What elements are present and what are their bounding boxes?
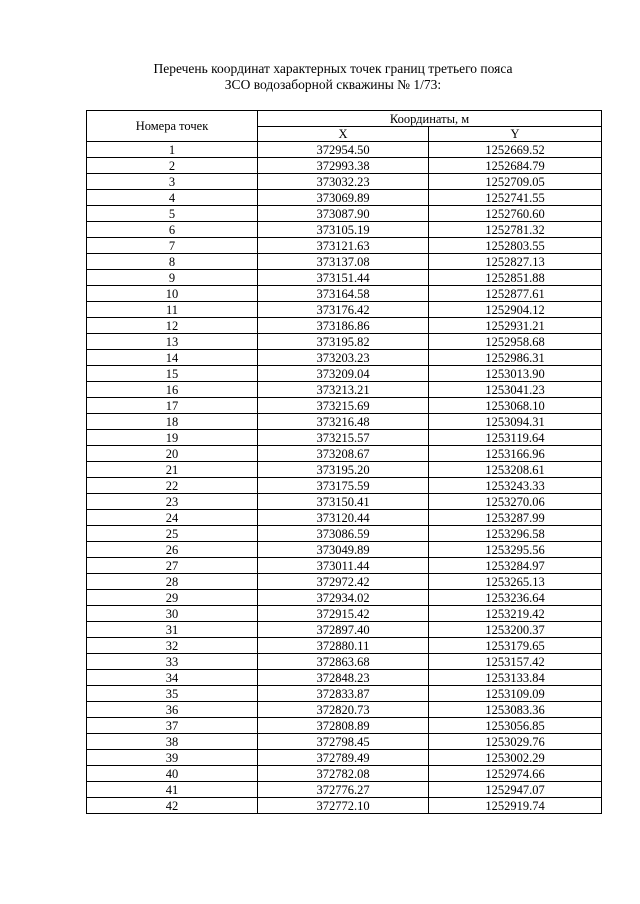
point-number-cell: 7	[87, 238, 258, 254]
table-row	[87, 574, 602, 590]
x-coordinate-cell: 373213.21	[258, 382, 429, 398]
x-coordinate-cell: 373216.48	[258, 414, 429, 430]
point-number-cell: 22	[87, 478, 258, 494]
y-coordinate-cell: 1253243.33	[429, 478, 602, 494]
x-coordinate-cell: 373150.41	[258, 494, 429, 510]
y-coordinate-cell: 1253157.42	[429, 654, 602, 670]
x-coordinate-cell: 373164.58	[258, 286, 429, 302]
table-row	[87, 270, 602, 286]
point-number-cell: 3	[87, 174, 258, 190]
y-coordinate-cell: 1253002.29	[429, 750, 602, 766]
x-coordinate-cell: 373186.86	[258, 318, 429, 334]
y-coordinate-cell: 1253200.37	[429, 622, 602, 638]
y-coordinate-cell: 1253270.06	[429, 494, 602, 510]
y-coordinate-cell: 1253179.65	[429, 638, 602, 654]
table-row	[87, 254, 602, 270]
point-number-cell: 28	[87, 574, 258, 590]
table-row	[87, 446, 602, 462]
point-number-cell: 37	[87, 718, 258, 734]
table-row	[87, 414, 602, 430]
x-coordinate-cell: 373175.59	[258, 478, 429, 494]
y-coordinate-cell: 1253083.36	[429, 702, 602, 718]
table-row	[87, 158, 602, 174]
table-row	[87, 302, 602, 318]
x-coordinate-cell: 372798.45	[258, 734, 429, 750]
point-number-cell: 11	[87, 302, 258, 318]
y-coordinate-cell: 1252919.74	[429, 798, 602, 814]
point-number-cell: 39	[87, 750, 258, 766]
y-coordinate-cell: 1253013.90	[429, 366, 602, 382]
point-number-cell: 33	[87, 654, 258, 670]
point-number-cell: 26	[87, 542, 258, 558]
y-coordinate-cell: 1252947.07	[429, 782, 602, 798]
x-coordinate-cell: 372880.11	[258, 638, 429, 654]
y-coordinate-cell: 1252803.55	[429, 238, 602, 254]
table-row	[87, 702, 602, 718]
title-line-1: Перечень координат характерных точек границ третьего пояса	[153, 61, 513, 76]
table-row	[87, 478, 602, 494]
point-number-cell: 23	[87, 494, 258, 510]
point-number-cell: 12	[87, 318, 258, 334]
x-coordinate-cell: 373195.20	[258, 462, 429, 478]
x-coordinate-cell: 373086.59	[258, 526, 429, 542]
header-x: X	[258, 127, 429, 142]
y-coordinate-cell: 1253029.76	[429, 734, 602, 750]
point-number-cell: 30	[87, 606, 258, 622]
point-number-cell: 32	[87, 638, 258, 654]
x-coordinate-cell: 372789.49	[258, 750, 429, 766]
point-number-cell: 21	[87, 462, 258, 478]
x-coordinate-cell: 373011.44	[258, 558, 429, 574]
point-number-cell: 31	[87, 622, 258, 638]
x-coordinate-cell: 372863.68	[258, 654, 429, 670]
x-coordinate-cell: 373195.82	[258, 334, 429, 350]
table-row	[87, 430, 602, 446]
table-row	[87, 670, 602, 686]
point-number-cell: 16	[87, 382, 258, 398]
x-coordinate-cell: 373208.67	[258, 446, 429, 462]
table-row	[87, 382, 602, 398]
y-coordinate-cell: 1253236.64	[429, 590, 602, 606]
table-row	[87, 542, 602, 558]
table-row	[87, 222, 602, 238]
y-coordinate-cell: 1253208.61	[429, 462, 602, 478]
point-number-cell: 10	[87, 286, 258, 302]
table-row	[87, 734, 602, 750]
point-number-cell: 13	[87, 334, 258, 350]
table-row	[87, 462, 602, 478]
x-coordinate-cell: 373151.44	[258, 270, 429, 286]
y-coordinate-cell: 1253056.85	[429, 718, 602, 734]
table-row	[87, 350, 602, 366]
document-title	[0, 61, 640, 93]
x-coordinate-cell: 372776.27	[258, 782, 429, 798]
y-coordinate-cell: 1253295.56	[429, 542, 602, 558]
y-coordinate-cell: 1252974.66	[429, 766, 602, 782]
x-coordinate-cell: 373137.08	[258, 254, 429, 270]
y-coordinate-cell: 1252931.21	[429, 318, 602, 334]
y-coordinate-cell: 1253296.58	[429, 526, 602, 542]
table-row	[87, 494, 602, 510]
title-line-2: ЗСО водозаборной скважины № 1/73:	[224, 77, 442, 92]
table-row	[87, 206, 602, 222]
point-number-cell: 29	[87, 590, 258, 606]
x-coordinate-cell: 373209.04	[258, 366, 429, 382]
y-coordinate-cell: 1253219.42	[429, 606, 602, 622]
header-y: Y	[429, 127, 602, 142]
x-coordinate-cell: 372993.38	[258, 158, 429, 174]
table-row	[87, 606, 602, 622]
point-number-cell: 35	[87, 686, 258, 702]
x-coordinate-cell: 373203.23	[258, 350, 429, 366]
x-coordinate-cell: 372782.08	[258, 766, 429, 782]
table-row	[87, 654, 602, 670]
header-coordinates: Координаты, м	[258, 111, 602, 127]
point-number-cell: 9	[87, 270, 258, 286]
x-coordinate-cell: 373121.63	[258, 238, 429, 254]
table-row	[87, 558, 602, 574]
x-coordinate-cell: 372954.50	[258, 142, 429, 158]
point-number-cell: 4	[87, 190, 258, 206]
x-coordinate-cell: 373032.23	[258, 174, 429, 190]
table-row	[87, 622, 602, 638]
table-row	[87, 142, 602, 158]
x-coordinate-cell: 372820.73	[258, 702, 429, 718]
table-row	[87, 766, 602, 782]
x-coordinate-cell: 373069.89	[258, 190, 429, 206]
point-number-cell: 15	[87, 366, 258, 382]
coordinates-table	[86, 110, 602, 814]
x-coordinate-cell: 373087.90	[258, 206, 429, 222]
y-coordinate-cell: 1252741.55	[429, 190, 602, 206]
y-coordinate-cell: 1253109.09	[429, 686, 602, 702]
point-number-cell: 27	[87, 558, 258, 574]
table-row	[87, 334, 602, 350]
point-number-cell: 24	[87, 510, 258, 526]
point-number-cell: 40	[87, 766, 258, 782]
point-number-cell: 5	[87, 206, 258, 222]
point-number-cell: 36	[87, 702, 258, 718]
y-coordinate-cell: 1253119.64	[429, 430, 602, 446]
x-coordinate-cell: 373215.57	[258, 430, 429, 446]
point-number-cell: 2	[87, 158, 258, 174]
y-coordinate-cell: 1252851.88	[429, 270, 602, 286]
y-coordinate-cell: 1252877.61	[429, 286, 602, 302]
x-coordinate-cell: 373105.19	[258, 222, 429, 238]
point-number-cell: 25	[87, 526, 258, 542]
point-number-cell: 8	[87, 254, 258, 270]
table-row	[87, 286, 602, 302]
y-coordinate-cell: 1252986.31	[429, 350, 602, 366]
y-coordinate-cell: 1252827.13	[429, 254, 602, 270]
y-coordinate-cell: 1252958.68	[429, 334, 602, 350]
y-coordinate-cell: 1253284.97	[429, 558, 602, 574]
table-row	[87, 174, 602, 190]
table-body	[87, 142, 602, 814]
point-number-cell: 14	[87, 350, 258, 366]
y-coordinate-cell: 1253287.99	[429, 510, 602, 526]
point-number-cell: 6	[87, 222, 258, 238]
table-row	[87, 686, 602, 702]
point-number-cell: 42	[87, 798, 258, 814]
point-number-cell: 41	[87, 782, 258, 798]
x-coordinate-cell: 372848.23	[258, 670, 429, 686]
table-row	[87, 718, 602, 734]
point-number-cell: 34	[87, 670, 258, 686]
x-coordinate-cell: 372833.87	[258, 686, 429, 702]
y-coordinate-cell: 1252760.60	[429, 206, 602, 222]
header-point-numbers: Номера точек	[87, 111, 258, 142]
x-coordinate-cell: 373120.44	[258, 510, 429, 526]
y-coordinate-cell: 1252781.32	[429, 222, 602, 238]
table-row	[87, 398, 602, 414]
y-coordinate-cell: 1253041.23	[429, 382, 602, 398]
y-coordinate-cell: 1252684.79	[429, 158, 602, 174]
table-row	[87, 590, 602, 606]
point-number-cell: 19	[87, 430, 258, 446]
y-coordinate-cell: 1252904.12	[429, 302, 602, 318]
x-coordinate-cell: 373176.42	[258, 302, 429, 318]
point-number-cell: 38	[87, 734, 258, 750]
point-number-cell: 20	[87, 446, 258, 462]
table-row	[87, 238, 602, 254]
x-coordinate-cell: 372772.10	[258, 798, 429, 814]
table-row	[87, 366, 602, 382]
y-coordinate-cell: 1253265.13	[429, 574, 602, 590]
y-coordinate-cell: 1253094.31	[429, 414, 602, 430]
x-coordinate-cell: 372897.40	[258, 622, 429, 638]
x-coordinate-cell: 372972.42	[258, 574, 429, 590]
point-number-cell: 18	[87, 414, 258, 430]
x-coordinate-cell: 372915.42	[258, 606, 429, 622]
y-coordinate-cell: 1253068.10	[429, 398, 602, 414]
y-coordinate-cell: 1252709.05	[429, 174, 602, 190]
x-coordinate-cell: 372934.02	[258, 590, 429, 606]
table-row	[87, 638, 602, 654]
y-coordinate-cell: 1252669.52	[429, 142, 602, 158]
x-coordinate-cell: 372808.89	[258, 718, 429, 734]
y-coordinate-cell: 1253166.96	[429, 446, 602, 462]
table-row	[87, 510, 602, 526]
table-row	[87, 750, 602, 766]
x-coordinate-cell: 373049.89	[258, 542, 429, 558]
table-row	[87, 526, 602, 542]
point-number-cell: 17	[87, 398, 258, 414]
y-coordinate-cell: 1253133.84	[429, 670, 602, 686]
x-coordinate-cell: 373215.69	[258, 398, 429, 414]
table-row	[87, 798, 602, 814]
table-row	[87, 190, 602, 206]
table-row	[87, 782, 602, 798]
table-row	[87, 318, 602, 334]
point-number-cell: 1	[87, 142, 258, 158]
